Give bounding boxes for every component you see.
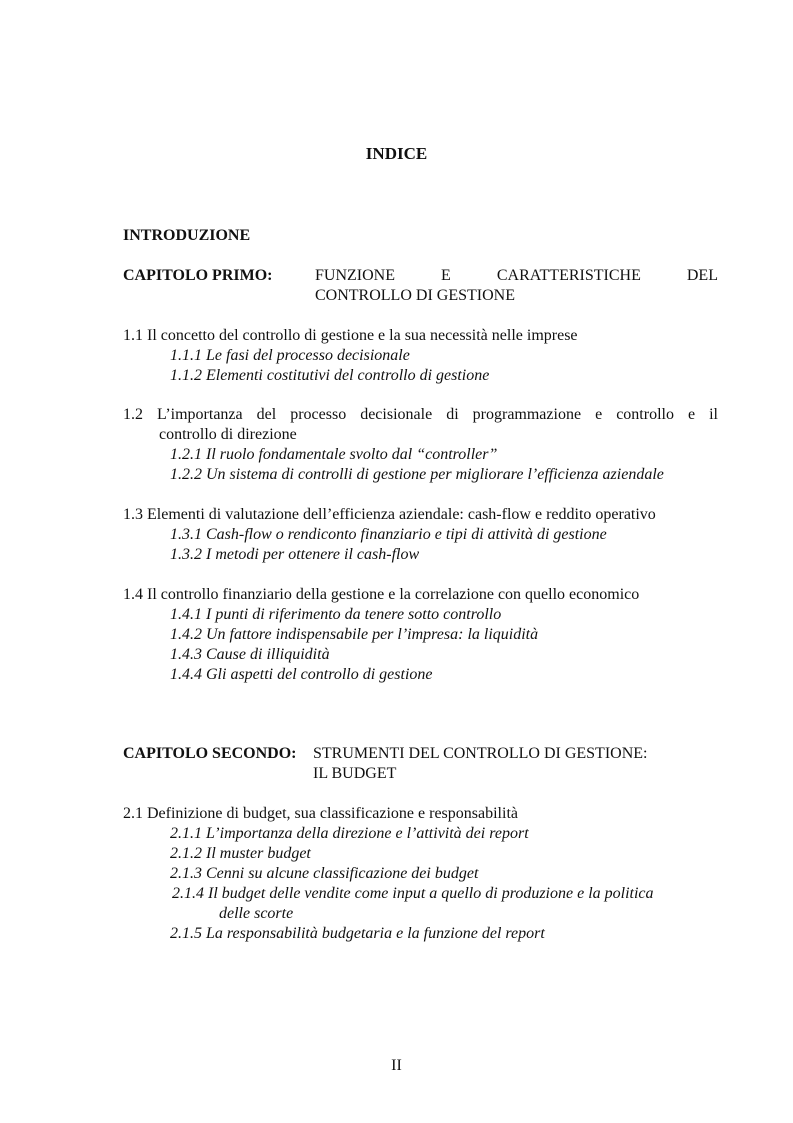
- toc-section-1-1: 1.1 Il concetto del controllo di gestione e la sua necessità nelle imprese: [123, 327, 578, 344]
- page-number: II: [391, 1057, 402, 1074]
- toc-subsection-1-1-1: 1.1.1 Le fasi del processo decisionale: [170, 347, 410, 364]
- chapter1-title-word: CARATTERISTICHE: [496, 267, 641, 284]
- toc-word: del: [256, 406, 277, 423]
- chapter2-label: CAPITOLO SECONDO:: [123, 745, 297, 762]
- toc-subsection-1-4-4: 1.4.4 Gli aspetti del controllo di gestione: [170, 666, 433, 683]
- toc-subsection-1-1-2: 1.1.2 Elementi costitutivi del controllo di gestione: [170, 367, 490, 384]
- toc-word: decisionale: [360, 406, 433, 423]
- toc-section-1-3: 1.3 Elementi di valutazione dell’efficienza aziendale: cash-flow e reddito operativo: [123, 506, 656, 523]
- toc-word: controllo: [616, 406, 674, 423]
- chapter1-title-line2: CONTROLLO DI GESTIONE: [315, 287, 515, 304]
- toc-subsection-2-1-5: 2.1.5 La responsabilità budgetaria e la funzione del report: [170, 925, 545, 942]
- toc-subsection-1-4-2: 1.4.2 Un fattore indispensabile per l’impresa: la liquidità: [170, 626, 539, 643]
- toc-subsection-2-1-3: 2.1.3 Cenni su alcune classificazione dei budget: [170, 865, 479, 882]
- toc-word: il: [709, 406, 718, 423]
- toc-word: di: [446, 406, 459, 423]
- toc-subsection-2-1-4-line1: 2.1.4 Il budget delle vendite come input a quello di produzione e la politica: [172, 885, 654, 902]
- toc-word: 1.2: [123, 406, 143, 423]
- chapter1-title-line1: [315, 266, 718, 286]
- toc-word: programmazione: [472, 406, 582, 423]
- chapter2-title-line2: IL BUDGET: [313, 765, 397, 782]
- toc-subsection-1-2-2: 1.2.2 Un sistema di controlli di gestione per migliorare l’efficienza aziendale: [170, 466, 664, 483]
- toc-section-2-1: 2.1 Definizione di budget, sua classificazione e responsabilità: [123, 805, 518, 822]
- toc-subsection-1-4-3: 1.4.3 Cause di illiquidità: [170, 646, 330, 663]
- toc-subsection-2-1-2: 2.1.2 Il muster budget: [170, 845, 311, 862]
- toc-subsection-2-1-1: 2.1.1 L’importanza della direzione e l’attività dei report: [170, 825, 529, 842]
- toc-section-1-2-line1: [123, 405, 718, 425]
- toc-subsection-1-3-2: 1.3.2 I metodi per ottenere il cash-flow: [170, 546, 420, 563]
- toc-subsection-1-3-1: 1.3.1 Cash-flow o rendiconto finanziario e tipi di attività di gestione: [170, 526, 607, 543]
- toc-word: e: [687, 406, 696, 423]
- chapter1-title-word: E: [441, 267, 451, 284]
- toc-word: e: [595, 406, 603, 423]
- chapter1-title-word: DEL: [686, 267, 718, 284]
- chapter2-title-line1: STRUMENTI DEL CONTROLLO DI GESTIONE:: [313, 745, 648, 762]
- toc-word: L’importanza: [157, 406, 243, 423]
- toc-subsection-1-4-1: 1.4.1 I punti di riferimento da tenere sotto controllo: [170, 606, 502, 623]
- chapter1-label: CAPITOLO PRIMO:: [123, 267, 273, 284]
- chapter1-title-word: FUNZIONE: [315, 267, 395, 284]
- toc-section-1-4: 1.4 Il controllo finanziario della gestione e la correlazione con quello economico: [123, 586, 640, 603]
- toc-word: processo: [290, 406, 347, 423]
- toc-section-1-2-line2: controllo di direzione: [159, 426, 297, 443]
- toc-subsection-1-2-1: 1.2.1 Il ruolo fondamentale svolto dal “controller”: [170, 446, 498, 463]
- toc-subsection-2-1-4-line2: delle scorte: [219, 905, 294, 922]
- introduction-heading: INTRODUZIONE: [123, 227, 251, 244]
- page-title: INDICE: [365, 144, 428, 163]
